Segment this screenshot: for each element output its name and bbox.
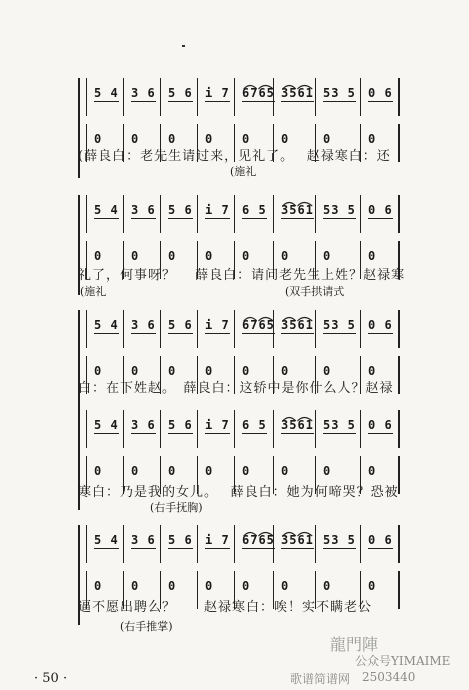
- measure-notes: 6765: [242, 318, 275, 334]
- rest-zero: 0: [323, 364, 331, 378]
- rest-zero: 0: [242, 132, 250, 146]
- barline: [234, 410, 235, 448]
- rest-zero: 0: [94, 132, 102, 146]
- rest-zero: 0: [205, 579, 213, 593]
- rest-zero: 0: [205, 249, 213, 263]
- barline: [123, 310, 124, 348]
- measure-notes: i 7: [205, 318, 230, 332]
- barline: [234, 525, 235, 563]
- measure-notes: 3561: [281, 86, 314, 102]
- measure-notes: 6765: [242, 86, 275, 102]
- slur-mark: [281, 314, 314, 322]
- stage-direction-1: (施礼: [230, 165, 257, 178]
- barline: [160, 525, 161, 563]
- measure-notes: 5 4: [94, 533, 119, 547]
- measure-notes: i 7: [205, 86, 230, 100]
- stage-direction-4: (右手抚胸): [150, 501, 203, 514]
- rest-zero: 0: [323, 132, 331, 146]
- melody-row: [84, 78, 398, 116]
- rest-zero: 0: [242, 364, 250, 378]
- measure-notes: 3561: [281, 533, 314, 549]
- barline: [398, 78, 400, 116]
- barline: [315, 310, 316, 348]
- melody-row: [84, 410, 398, 448]
- watermark-site-2: 歌谱简谱网: [290, 672, 351, 686]
- measure-notes: 3 6: [131, 418, 156, 432]
- barline: [315, 195, 316, 233]
- rest-zero: 0: [281, 364, 289, 378]
- stage-direction-2b: (双手拱请式: [285, 285, 345, 298]
- lyric-line-2: 礼了，何事呀？ 薛良白：请问老先生上姓？赵禄寒: [78, 268, 406, 283]
- measure-notes: i 7: [205, 418, 230, 432]
- measure-notes: 53 5: [323, 318, 356, 332]
- rest-zero: 0: [323, 249, 331, 263]
- measure-notes: 0 6: [368, 318, 393, 332]
- rest-zero: 0: [94, 364, 102, 378]
- barline: [315, 78, 316, 116]
- measure-notes: 5 4: [94, 418, 119, 432]
- lyric-line-1: (薛良白：老先生请过来，见礼了。 赵禄寒白：还: [78, 149, 391, 164]
- rest-zero: 0: [368, 579, 376, 593]
- rest-zero: 0: [168, 249, 176, 263]
- barline: [398, 525, 400, 563]
- watermark-site-3: 2503440: [362, 670, 416, 684]
- barline: [197, 310, 198, 348]
- barline: [160, 310, 161, 348]
- measure-notes: 3 6: [131, 203, 156, 217]
- rest-zero: 0: [205, 464, 213, 478]
- melody-row: [84, 525, 398, 563]
- barline: [123, 78, 124, 116]
- printer-mark: [182, 45, 185, 47]
- rest-zero: 0: [131, 132, 139, 146]
- rest-zero: 0: [94, 579, 102, 593]
- measure-notes: 3 6: [131, 86, 156, 100]
- rest-zero: 0: [323, 579, 331, 593]
- rest-zero: 0: [281, 464, 289, 478]
- barline: [86, 410, 87, 448]
- measure-notes: 5 6: [168, 533, 193, 547]
- measure-notes: 5 6: [168, 86, 193, 100]
- barline: [234, 310, 235, 348]
- barline: [360, 78, 361, 116]
- measure-notes: 53 5: [323, 418, 356, 432]
- rest-zero: 0: [281, 132, 289, 146]
- barline: [123, 195, 124, 233]
- stage-direction-5: (右手推掌): [120, 620, 173, 633]
- barline: [398, 410, 400, 448]
- barline: [273, 410, 274, 448]
- barline: [360, 410, 361, 448]
- rest-zero: 0: [281, 579, 289, 593]
- rest-zero: 0: [368, 364, 376, 378]
- barline: [86, 525, 87, 563]
- barline: [234, 195, 235, 233]
- rest-zero: 0: [242, 579, 250, 593]
- rest-zero: 0: [131, 249, 139, 263]
- slur-mark: [242, 529, 275, 537]
- barline: [234, 78, 235, 116]
- rest-zero: 0: [281, 249, 289, 263]
- rest-zero: 0: [94, 464, 102, 478]
- measure-notes: i 7: [205, 533, 230, 547]
- slur-mark: [242, 314, 275, 322]
- lyric-line-3: 白：在下姓赵。 薛良白：这轿中是你什么人？赵禄: [78, 381, 394, 396]
- melody-row: [84, 310, 398, 348]
- rest-zero: 0: [94, 249, 102, 263]
- barline: [360, 195, 361, 233]
- slur-mark: [242, 82, 275, 90]
- measure-notes: 53 5: [323, 86, 356, 100]
- rest-zero: 0: [205, 364, 213, 378]
- rest-zero: 0: [368, 132, 376, 146]
- measure-notes: 3 6: [131, 533, 156, 547]
- barline: [86, 78, 87, 116]
- barline: [86, 195, 87, 233]
- measure-notes: 3561: [281, 203, 314, 219]
- measure-notes: 5 6: [168, 418, 193, 432]
- stage-direction-2a: (施礼: [80, 285, 107, 298]
- measure-notes: 0 6: [368, 86, 393, 100]
- rest-zero: 0: [368, 249, 376, 263]
- watermark-brand: 龍門陣: [330, 635, 379, 654]
- barline: [123, 410, 124, 448]
- rest-zero: 0: [205, 132, 213, 146]
- measure-notes: 0 6: [368, 203, 393, 217]
- measure-notes: 3561: [281, 318, 314, 334]
- rest-zero: 0: [168, 364, 176, 378]
- measure-notes: 53 5: [323, 203, 356, 217]
- rest-zero: 0: [242, 464, 250, 478]
- measure-notes: 3 6: [131, 318, 156, 332]
- barline: [197, 410, 198, 448]
- slur-mark: [281, 414, 314, 422]
- slur-mark: [281, 199, 314, 207]
- measure-notes: i 7: [205, 203, 230, 217]
- barline: [197, 195, 198, 233]
- barline: [86, 310, 87, 348]
- rest-zero: 0: [168, 464, 176, 478]
- measure-notes: 6 5: [242, 203, 267, 217]
- barline: [360, 310, 361, 348]
- rest-zero: 0: [242, 249, 250, 263]
- measure-notes: 5 6: [168, 203, 193, 217]
- measure-notes: 0 6: [368, 533, 393, 547]
- measure-notes: 5 4: [94, 86, 119, 100]
- barline: [360, 525, 361, 563]
- watermark-site-1: 公众号YIMAIME: [355, 654, 451, 668]
- rest-zero: 0: [131, 579, 139, 593]
- measure-notes: 6765: [242, 533, 275, 549]
- rest-zero: 0: [323, 464, 331, 478]
- lyric-line-5: 逼不愿出聘么？ 赵禄寒白：唉！实不瞒老公: [78, 600, 373, 615]
- slur-mark: [281, 529, 314, 537]
- barline: [273, 195, 274, 233]
- measure-notes: 5 6: [168, 318, 193, 332]
- lyric-line-4: 寒白：乃是我的女儿。 薛良白：她为何啼哭？恐被: [78, 485, 399, 500]
- rest-zero: 0: [368, 464, 376, 478]
- barline: [160, 410, 161, 448]
- measure-notes: 3561: [281, 418, 314, 434]
- rest-zero: 0: [168, 579, 176, 593]
- measure-notes: 53 5: [323, 533, 356, 547]
- slur-mark: [281, 82, 314, 90]
- barline: [160, 195, 161, 233]
- barline: [197, 525, 198, 563]
- barline: [315, 410, 316, 448]
- rest-zero: 0: [131, 364, 139, 378]
- melody-row: [84, 195, 398, 233]
- measure-notes: 5 4: [94, 318, 119, 332]
- barline: [315, 525, 316, 563]
- measure-notes: 6 5: [242, 418, 267, 432]
- barline: [197, 78, 198, 116]
- barline: [398, 195, 400, 233]
- rest-zero: 0: [168, 132, 176, 146]
- barline: [398, 310, 400, 348]
- measure-notes: 0 6: [368, 418, 393, 432]
- rest-zero: 0: [131, 464, 139, 478]
- barline: [123, 525, 124, 563]
- page-number: · 50 ·: [34, 671, 68, 686]
- measure-notes: 5 4: [94, 203, 119, 217]
- barline: [160, 78, 161, 116]
